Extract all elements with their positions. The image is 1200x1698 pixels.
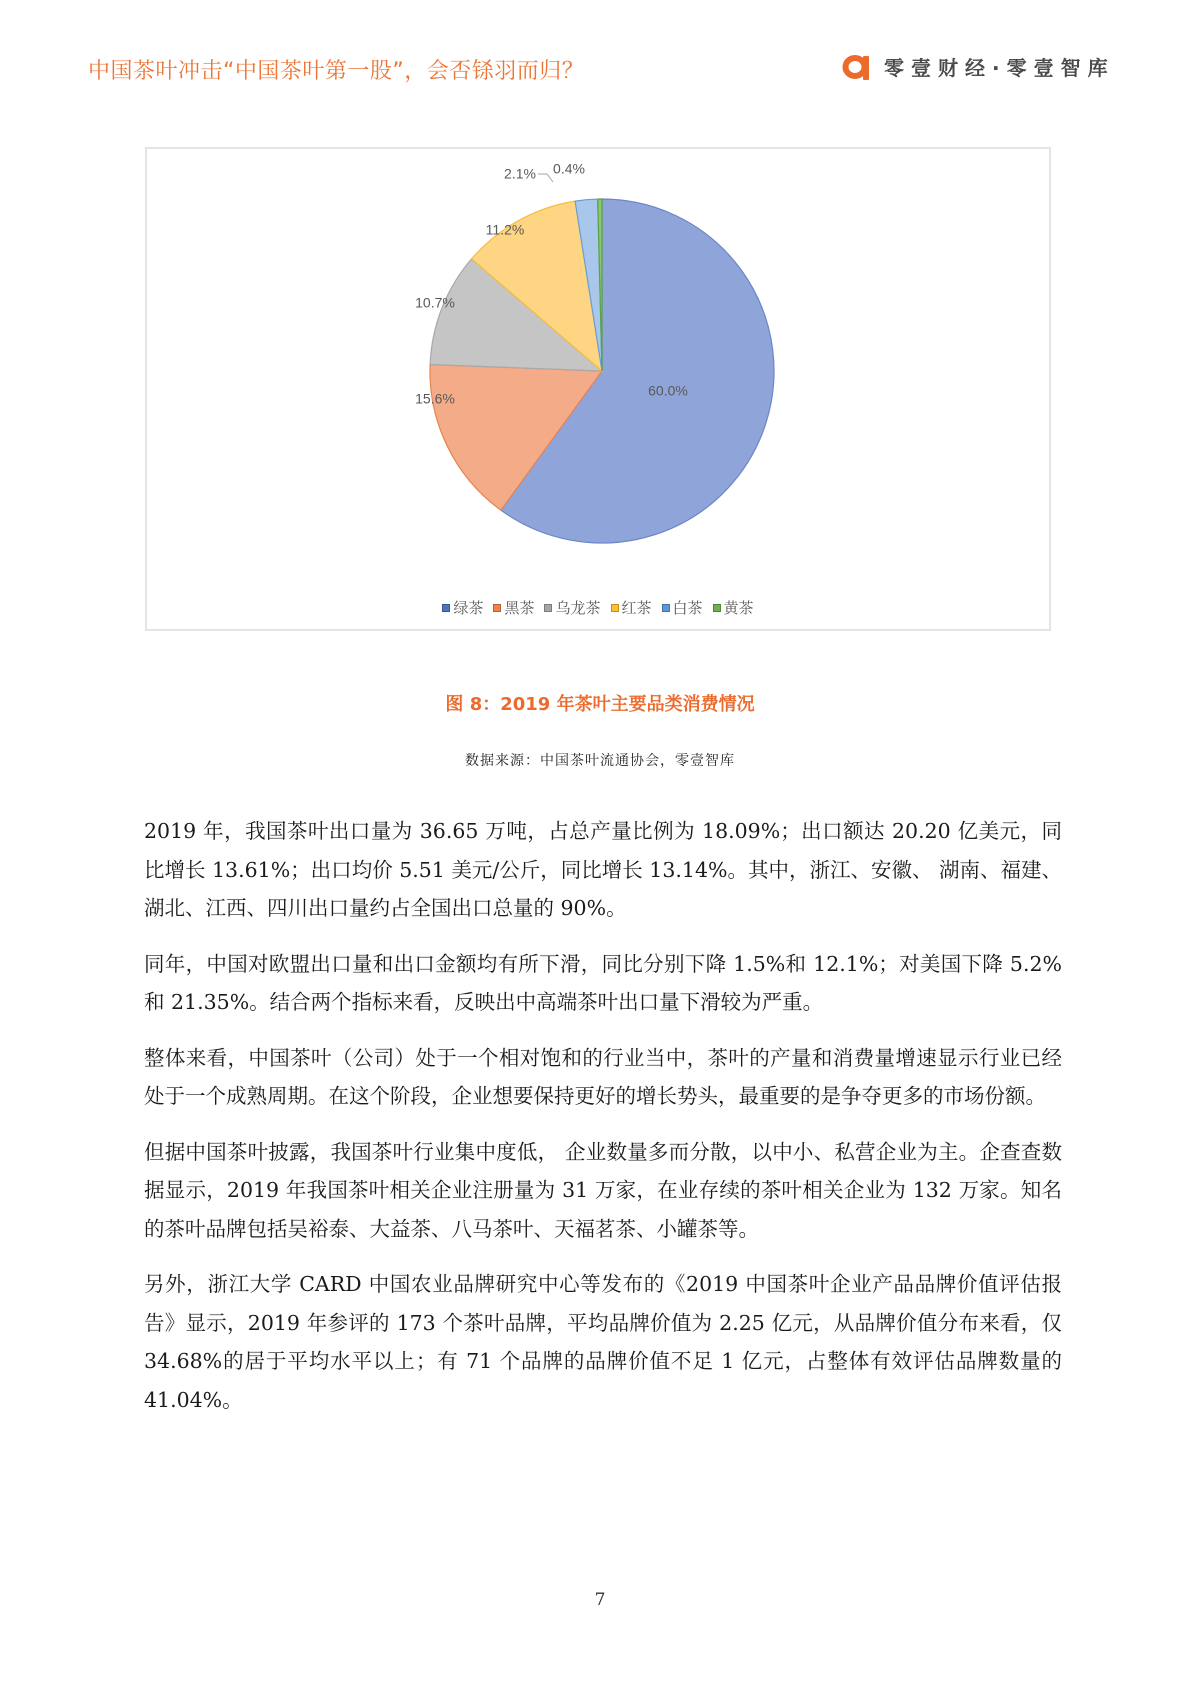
- legend-label: 绿茶: [453, 599, 484, 617]
- paragraph: 另外，浙江大学 CARD 中国农业品牌研究中心等发布的《2019 中国茶叶企业产品品牌价值评估报告》显示，2019 年参评的 173 个茶叶品牌，平均品牌价值为 2.25 亿元，从品牌价值分布来看，仅 34.68%的居于平均水平以上；有 71 个品牌的品牌价值不足 1 亿元，占整体有效评估品牌数量的 41.04%。: [144, 1272, 1062, 1412]
- pie-data-label: 11.2%: [485, 221, 525, 238]
- legend-swatch-icon: [544, 604, 552, 612]
- pie-data-label: 15.6%: [415, 390, 455, 407]
- pie-chart-container: [145, 147, 1051, 631]
- pie-data-label: 0.4%: [553, 160, 585, 177]
- legend-swatch-icon: [662, 604, 670, 612]
- legend-swatch-icon: [442, 604, 450, 612]
- paragraph: 同年，中国对欧盟出口量和出口金额均有所下滑，同比分别下降 1.5%和 12.1%；对美国下降 5.2%和 21.35%。结合两个指标来看，反映出中高端茶叶出口量下滑较为严重。: [144, 951, 1062, 1014]
- pie-data-label: 60.0%: [648, 382, 688, 399]
- brand-name: 零壹财经·零壹智库: [884, 56, 1115, 80]
- article-body: [144, 812, 1062, 1436]
- legend-item-white-tea: [662, 597, 703, 618]
- paragraph: 但据中国茶叶披露，我国茶叶行业集中度低， 企业数量多而分散，以中小、私营企业为主。企查查数据显示，2019 年我国茶叶相关企业注册量为 31 万家，在业存续的茶叶相关企业为 132 万家。知名的茶叶品牌包括吴裕泰、大益茶、八马茶叶、天福茗茶、小罐茶等。: [144, 1139, 1062, 1241]
- legend-label: 红茶: [621, 599, 652, 617]
- legend-swatch-icon: [611, 604, 619, 612]
- report-title: 中国茶叶冲击“中国茶叶第一股”，会否铩羽而归？: [88, 59, 585, 84]
- legend-item-dark-tea: [493, 597, 534, 618]
- legend-swatch-icon: [493, 604, 501, 612]
- pie-slices: [430, 199, 774, 543]
- paragraph: 2019 年，我国茶叶出口量为 36.65 万吨，占总产量比例为 18.09%；出口额达 20.20 亿美元，同比增长 13.61%；出口均价 5.51 美元/公斤，同比增长 13.14%。其中，浙江、安徽、 湖南、福建、湖北、江西、四川出口量约占全国出口总量的 90%。: [144, 819, 1062, 920]
- legend-label: 乌龙茶: [555, 599, 601, 617]
- legend-label: 黑茶: [504, 599, 535, 617]
- pie-data-label: 2.1%: [504, 165, 536, 182]
- chart-legend: [147, 597, 1049, 618]
- brand: [842, 52, 1115, 81]
- figure-source: 数据来源：中国茶叶流通协会，零壹智库: [465, 753, 735, 769]
- legend-item-green-tea: [442, 597, 483, 618]
- legend-label: 白茶: [672, 599, 703, 617]
- lingyi-logo-icon: [842, 53, 872, 81]
- pie-chart: [147, 149, 1051, 589]
- figure-caption: 图 8：2019 年茶叶主要品类消费情况: [445, 694, 755, 715]
- leader-line: [538, 174, 553, 182]
- pie-data-label: 10.7%: [415, 294, 455, 311]
- legend-label: 黄茶: [723, 599, 754, 617]
- legend-item-oolong-tea: [544, 597, 600, 618]
- paragraph: 整体来看，中国茶叶（公司）处于一个相对饱和的行业当中，茶叶的产量和消费量增速显示行业已经处于一个成熟周期。在这个阶段，企业想要保持更好的增长势头，最重要的是争夺更多的市场份额。: [144, 1045, 1062, 1108]
- legend-item-yellow-tea: [713, 597, 754, 618]
- legend-swatch-icon: [713, 604, 721, 612]
- legend-item-black-tea: [611, 597, 652, 618]
- page-number: 7: [594, 1590, 606, 1610]
